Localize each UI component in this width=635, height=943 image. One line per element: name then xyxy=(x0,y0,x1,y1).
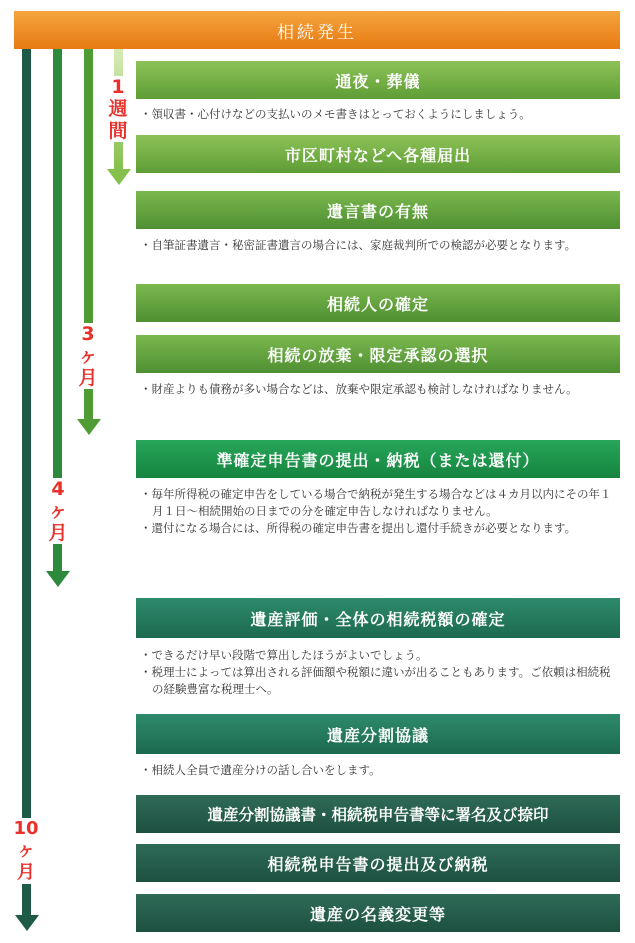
note-renunciation: ・財産よりも債務が多い場合などは、放棄や限定承認も検討しなければなりません。 xyxy=(140,382,578,396)
step-heirs-determination: 相続人の確定 xyxy=(136,284,620,322)
note-estate-division: ・相続人全員で遺産分けの話し合いをします。 xyxy=(140,763,381,777)
step-quasi-final-return: 準確定申告書の提出・納税（または還付） xyxy=(136,440,620,478)
timeline-10-months-arrow xyxy=(22,49,31,917)
note-will-probate: ・自筆証書遺言・秘密証書遺言の場合には、家庭裁判所での検認が必要となります。 xyxy=(140,238,577,252)
timeline-4-months-arrowhead xyxy=(46,571,70,587)
step-asset-valuation: 遺産評価・全体の相続税額の確定 xyxy=(136,598,620,638)
step-sign-and-seal: 遺産分割協議書・相続税申告書等に署名及び捺印 xyxy=(136,795,620,833)
timeline-3-months-arrowhead xyxy=(77,419,101,435)
inheritance-start-header: 相続発生 xyxy=(14,11,620,49)
note-quasi-final-return: ・毎年所得税の確定申告をしている場合で納税が発生する場合などは４カ月以内にその年１月１日〜相続開始の日までの分を確定申告しなければなりません。 ・還付になる場合には、所得税の確定申告書を提出し還付手続きが必要となります。 xyxy=(140,487,612,535)
timeline-4-months-label: 4 ヶ 月 xyxy=(42,478,74,544)
note-receipts: ・領収書・心付けなどの支払いのメモ書きはとっておくようにしましょう。 xyxy=(140,107,531,121)
step-renunciation-choice: 相続の放棄・限定承認の選択 xyxy=(136,335,620,373)
note-asset-valuation: ・できるだけ早い段階で算出したほうがよいでしょう。 ・税理士によっては算出される評価額や税額に違いが出ることもあります。ご依頼は相続税の経験豊富な税理士へ。 xyxy=(140,648,611,696)
step-wake-and-funeral: 通夜・葬儀 xyxy=(136,61,620,99)
timeline-1-week-arrowhead xyxy=(107,169,131,185)
timeline-10-months-label: 10 ヶ 月 xyxy=(10,818,42,884)
step-estate-division-talks: 遺産分割協議 xyxy=(136,714,620,754)
step-file-and-pay: 相続税申告書の提出及び納税 xyxy=(136,844,620,882)
step-title-transfer: 遺産の名義変更等 xyxy=(136,894,620,932)
timeline-10-months-arrowhead xyxy=(15,915,39,931)
step-municipal-filings: 市区町村などへ各種届出 xyxy=(136,135,620,173)
timeline-1-week-label: 1 週 間 xyxy=(102,76,134,142)
timeline-3-months-label: 3 ヶ 月 xyxy=(72,323,104,389)
step-will-check: 遺言書の有無 xyxy=(136,191,620,229)
